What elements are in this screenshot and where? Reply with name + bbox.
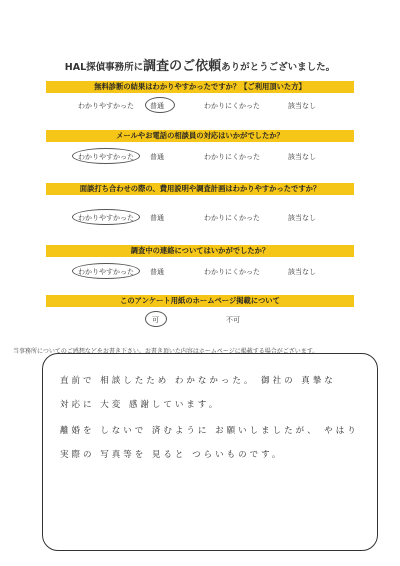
q1-option-normal[interactable]: 普通: [150, 102, 164, 110]
q1-option-na[interactable]: 該当なし: [288, 102, 316, 110]
q3-option-na[interactable]: 該当なし: [288, 214, 316, 222]
q4-option-normal[interactable]: 普通: [150, 268, 164, 276]
comment-instructions: 当事務所についてのご感想などをお書き下さい。お書き頂いた内容はホームページに掲載する場合がございます。: [13, 348, 319, 355]
q2-option-hard[interactable]: わかりにくかった: [204, 153, 260, 161]
comment-line-3: 離婚を しないで 済むように お願いしましたが、 やはり: [60, 426, 359, 436]
q2-selection-circle: [72, 148, 140, 164]
q4-selection-circle: [72, 263, 140, 279]
q2-option-normal[interactable]: 普通: [150, 153, 164, 161]
q4-option-hard[interactable]: わかりにくかった: [204, 268, 260, 276]
q1-option-easy[interactable]: わかりやすかった: [78, 102, 134, 110]
title-prefix: HAL探偵事務所に: [64, 62, 144, 73]
q3-selection-circle: [72, 209, 140, 225]
q3-option-easy[interactable]: わかりやすかった: [78, 214, 134, 222]
page-title: [0, 55, 400, 74]
comment-line-4: 実際の 写真等を 見ると つらいものです。: [60, 450, 284, 460]
question-4-banner: [46, 245, 354, 257]
question-1-banner: [46, 81, 354, 93]
q3-option-normal[interactable]: 普通: [150, 214, 164, 222]
comment-line-2: 対応に 大変 感謝しています。: [60, 400, 221, 410]
question-1-text: 無料診断の結果はわかりやすかったですか？【ご利用頂いた方】: [94, 82, 306, 91]
q3-option-hard[interactable]: わかりにくかった: [204, 214, 260, 222]
question-5-text: このアンケート用紙のホームページ掲載について: [120, 296, 280, 305]
question-5-banner: [46, 295, 354, 307]
question-3-text: 面談打ち合わせの際の、費用説明や調査計画はわかりやすかったですか？: [79, 184, 321, 193]
q5-selection-circle: [145, 311, 167, 327]
q5-option-deny[interactable]: 不可: [226, 316, 240, 324]
question-3-banner: [46, 183, 354, 195]
q1-selection-circle: [145, 97, 175, 113]
q5-option-allow[interactable]: 可: [152, 316, 159, 324]
q4-option-na[interactable]: 該当なし: [288, 268, 316, 276]
question-4-text: 調査中の連絡についてはいかがでしたか？: [130, 246, 270, 255]
q1-option-hard[interactable]: わかりにくかった: [204, 102, 260, 110]
comment-line-1: 直前で 相談したため わかなかった。 御社の 真摯な: [60, 376, 336, 386]
q4-option-easy[interactable]: わかりやすかった: [78, 268, 134, 276]
question-2-banner: [46, 130, 354, 142]
question-2-text: メールやお電話の相談員の対応はいかがでしたか？: [116, 131, 284, 140]
q2-option-easy[interactable]: わかりやすかった: [78, 153, 134, 161]
title-suffix: ありがとうございました。: [221, 62, 336, 73]
title-emphasis: 調査のご依頼: [143, 59, 222, 74]
q2-option-na[interactable]: 該当なし: [288, 153, 316, 161]
